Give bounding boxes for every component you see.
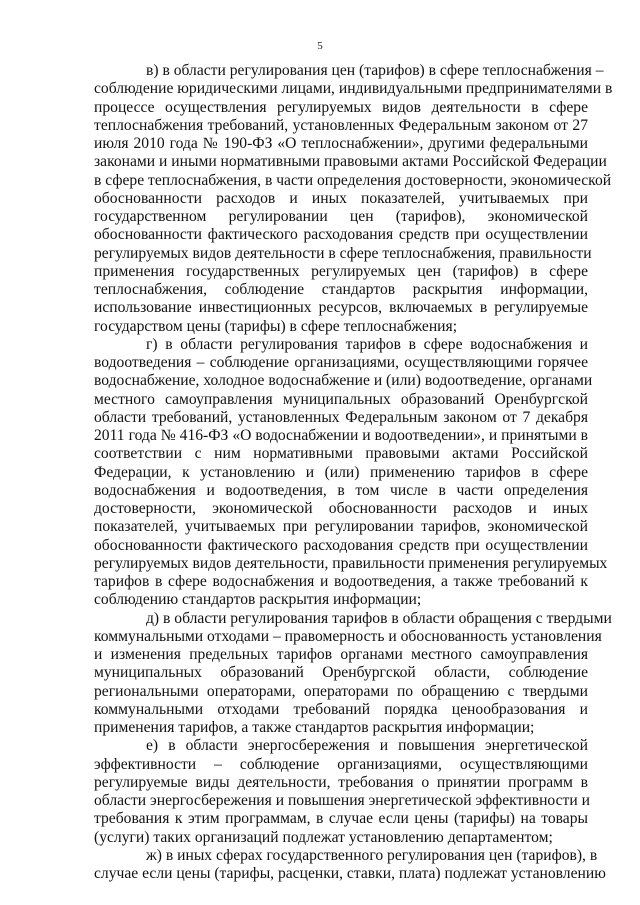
text-line: области энергосбережения и повышения энергетической эффективности и — [94, 792, 590, 809]
text-line: законами и иными нормативными правовыми актами Российской Федерации — [94, 153, 607, 171]
text-line: случае если цены (тарифы, расценки, ставки, плата) подлежат установлению — [94, 865, 606, 882]
text-line: показателей, учитываемых при регулировании тарифов, экономической — [94, 518, 588, 536]
text-line: процессе осуществления регулируемых видов деятельности в сфере — [94, 98, 588, 116]
document-body — [94, 62, 613, 883]
paragraph-d — [94, 609, 612, 738]
text-line: использование инвестиционных ресурсов, включаемых в регулируемые — [94, 299, 588, 317]
paragraph-e — [94, 737, 588, 847]
text-line: в) в области регулирования цен (тарифов) в сфере теплоснабжения – — [146, 62, 604, 79]
text-line: и изменения предельных тарифов органами местного самоуправления — [94, 646, 588, 663]
paragraph-g — [94, 335, 608, 610]
paragraph-zh — [94, 846, 606, 884]
text-line: обоснованности расходов и иных показателей, учитываемых при — [94, 189, 588, 207]
text-line: теплоснабжения, соблюдение стандартов раскрытия информации, — [94, 281, 588, 298]
text-line: г) в области регулирования тарифов в сфере водоснабжения и — [146, 335, 588, 353]
text-line: регулируемых видов деятельности, правильности применения регулируемых — [94, 554, 608, 572]
text-line: области требований, установленных Федеральным законом от 7 декабря — [94, 408, 588, 426]
text-line: обоснованности фактического расходования средств при осуществлении — [94, 536, 588, 554]
text-line: в сфере теплоснабжения, в части определения достоверности, экономической — [94, 171, 612, 189]
text-line: местного самоуправления муниципальных образований Оренбургской — [94, 390, 588, 408]
text-line: муниципальных образований Оренбургской области, соблюдение — [94, 664, 588, 682]
text-line: требования к этим программам, в случае если цены (тарифы) на товары — [94, 810, 588, 828]
text-line: тарифов в сфере водоснабжения и водоотведения, а также требований к — [94, 573, 588, 590]
text-line: достоверности, экономической обоснованности расходов и иных — [94, 500, 588, 517]
text-line: Федерации, к установлению и (или) применению тарифов в сфере — [94, 463, 588, 481]
text-line: ж) в иных сферах государственного регулирования цен (тарифов), в — [146, 846, 598, 864]
text-line: июля 2010 года № 190-ФЗ «О теплоснабжении», другими федеральными — [94, 135, 588, 152]
text-line: государством цены (тарифы) в сфере теплоснабжения; — [94, 317, 458, 335]
text-line: (услуги) таких организаций подлежат установлению департаментом; — [94, 828, 553, 846]
text-line: 2011 года № 416-ФЗ «О водоснабжении и водоотведении», и принятыми в — [94, 427, 588, 444]
text-line: регулируемые виды деятельности, требования о принятии программ в — [94, 773, 588, 791]
text-line: государственном регулировании цен (тарифов), экономической — [94, 208, 588, 225]
text-line: водоснабжение, холодное водоснабжение и (или) водоотведение, органами — [94, 372, 593, 390]
text-line: водоснабжения и водоотведения, в том числе в части определения — [94, 481, 588, 499]
text-line: обоснованности фактического расходования средств при осуществлении — [94, 226, 588, 244]
text-line: д) в области регулирования тарифов в области обращения с твердыми — [146, 609, 612, 627]
text-line: коммунальными отходами – правомерность и обоснованность установления — [94, 627, 602, 645]
text-line: соответствии с ним нормативными правовыми актами Российской — [94, 445, 588, 463]
paragraph-v — [94, 62, 613, 336]
text-line: региональными операторами, операторами по обращению с твердыми — [94, 682, 588, 700]
text-line: коммунальными отходами требований порядка ценообразования и — [94, 700, 588, 718]
text-line: эффективности – соблюдение организациями, осуществляющими — [94, 755, 588, 773]
text-line: е) в области энергосбережения и повышения энергетической — [146, 737, 588, 755]
text-line: регулируемых видов деятельности в сфере теплоснабжения, правильности — [94, 244, 592, 262]
text-line: применения государственных регулируемых цен (тарифов) в сфере — [94, 262, 588, 280]
page-number: 5 — [317, 40, 323, 52]
text-line: теплоснабжения требований, установленных Федеральным законом от 27 — [94, 116, 588, 134]
text-line: водоотведения – соблюдение организациями, осуществляющими горячее — [94, 354, 588, 371]
text-line: соблюдение юридическими лицами, индивидуальными предпринимателями в — [94, 80, 613, 98]
text-line: применения тарифов, а также стандартов раскрытия информации; — [94, 719, 535, 736]
text-line: соблюдению стандартов раскрытия информации; — [94, 591, 422, 609]
